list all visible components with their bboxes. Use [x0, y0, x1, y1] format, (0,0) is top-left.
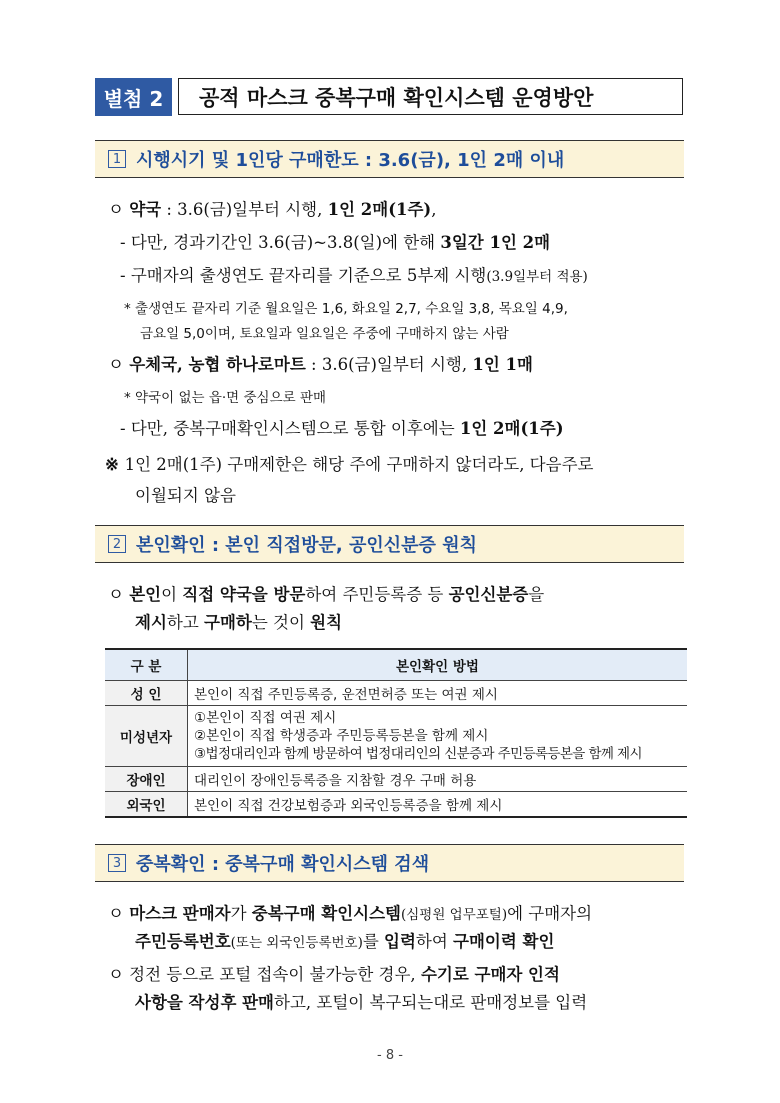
row-method: 대리인이 장애인등록증을 지참할 경우 구매 허용: [188, 767, 688, 792]
attachment-badge: 별첨 2: [95, 78, 172, 116]
s3-line-3: ㅇ 정전 등으로 포털 접속이 불가능한 경우, 수기로 구매자 인적: [108, 965, 560, 984]
document-title: 공적 마스크 중복구매 확인시스템 운영방안: [178, 78, 683, 115]
section-title: 본인확인 : 본인 직접방문, 공인신분증 원칙: [136, 535, 477, 556]
s2-line-1: ㅇ 본인이 직접 약국을 방문하여 주민등록증 등 공인신분증을: [108, 585, 545, 604]
row-label: 장애인: [105, 767, 188, 792]
row-label: 성 인: [105, 681, 188, 706]
section-2-header: [95, 525, 684, 563]
table-header-method: 본인확인 방법: [188, 649, 688, 681]
row-method: 본인이 직접 건강보험증과 외국인등록증을 함께 제시: [188, 792, 688, 818]
s3-line-2: 주민등록번호(또는 외국인등록번호)를 입력하여 구매이력 확인: [135, 932, 555, 951]
method-line: ③법정대리인과 함께 방문하여 법정대리인의 신분증과 주민등록등본을 함께 제시: [194, 746, 642, 762]
s3-line-1: ㅇ 마스크 판매자가 중복구매 확인시스템(심평원 업무포털)에 구매자의: [108, 904, 593, 923]
table-row: [105, 767, 687, 792]
s2-line-2: 제시하고 구매하는 것이 원칙: [135, 613, 343, 632]
table-row: [105, 706, 687, 767]
page-number: - 8 -: [377, 1048, 403, 1063]
table-row: [105, 681, 687, 706]
method-line: ①본인이 직접 여권 제시: [194, 710, 337, 726]
s1-note-1: * 출생연도 끝자리 기준 월요일은 1,6, 화요일 2,7, 수요일 3,8, 목요일 4,9,: [124, 301, 568, 317]
table-row: [105, 792, 687, 818]
s1-line-4: ㅇ 우체국, 농협 하나로마트 : 3.6(금)일부터 시행, 1인 1매: [108, 355, 533, 374]
table-header-row: [105, 649, 687, 681]
section-1-header: [95, 140, 684, 178]
row-label: 외국인: [105, 792, 188, 818]
section-number: 2: [108, 535, 126, 553]
method-line: ②본인이 직접 학생증과 주민등록등본을 함께 제시: [194, 728, 489, 744]
s3-line-4: 사항을 작성후 판매하고, 포털이 복구되는대로 판매정보를 입력: [135, 993, 588, 1012]
section-number: 1: [108, 150, 126, 168]
s1-note-3: * 약국이 없는 읍·면 중심으로 판매: [124, 390, 327, 406]
s1-remark-1: ※ 1인 2매(1주) 구매제한은 해당 주에 구매하지 않더라도, 다음주로: [105, 455, 594, 474]
s1-line-1: ㅇ 약국 : 3.6(금)일부터 시행, 1인 2매(1주),: [108, 200, 437, 219]
row-method: 본인이 직접 주민등록증, 운전면허증 또는 여권 제시: [188, 681, 688, 706]
section-3-header: [95, 844, 684, 882]
section-title: 중복확인 : 중복구매 확인시스템 검색: [136, 854, 430, 875]
section-title: 시행시기 및 1인당 구매한도 : 3.6(금), 1인 2매 이내: [136, 150, 565, 171]
s1-line-5: - 다만, 중복구매확인시스템으로 통합 이후에는 1인 2매(1주): [120, 419, 564, 438]
table-header-category: 구 분: [105, 649, 188, 681]
row-label: 미성년자: [105, 706, 188, 767]
s1-line-3: - 구매자의 출생연도 끝자리를 기준으로 5부제 시행(3.9일부터 적용): [120, 266, 588, 285]
s1-remark-2: 이월되지 않음: [135, 486, 236, 505]
section-number: 3: [108, 854, 126, 872]
row-method: [188, 706, 688, 767]
identity-verification-table: [105, 648, 687, 818]
s1-line-2: - 다만, 경과기간인 3.6(금)~3.8(일)에 한해 3일간 1인 2매: [120, 233, 551, 252]
s1-note-2: 금요일 5,0이며, 토요일과 일요일은 주중에 구매하지 않는 사람: [140, 326, 509, 342]
